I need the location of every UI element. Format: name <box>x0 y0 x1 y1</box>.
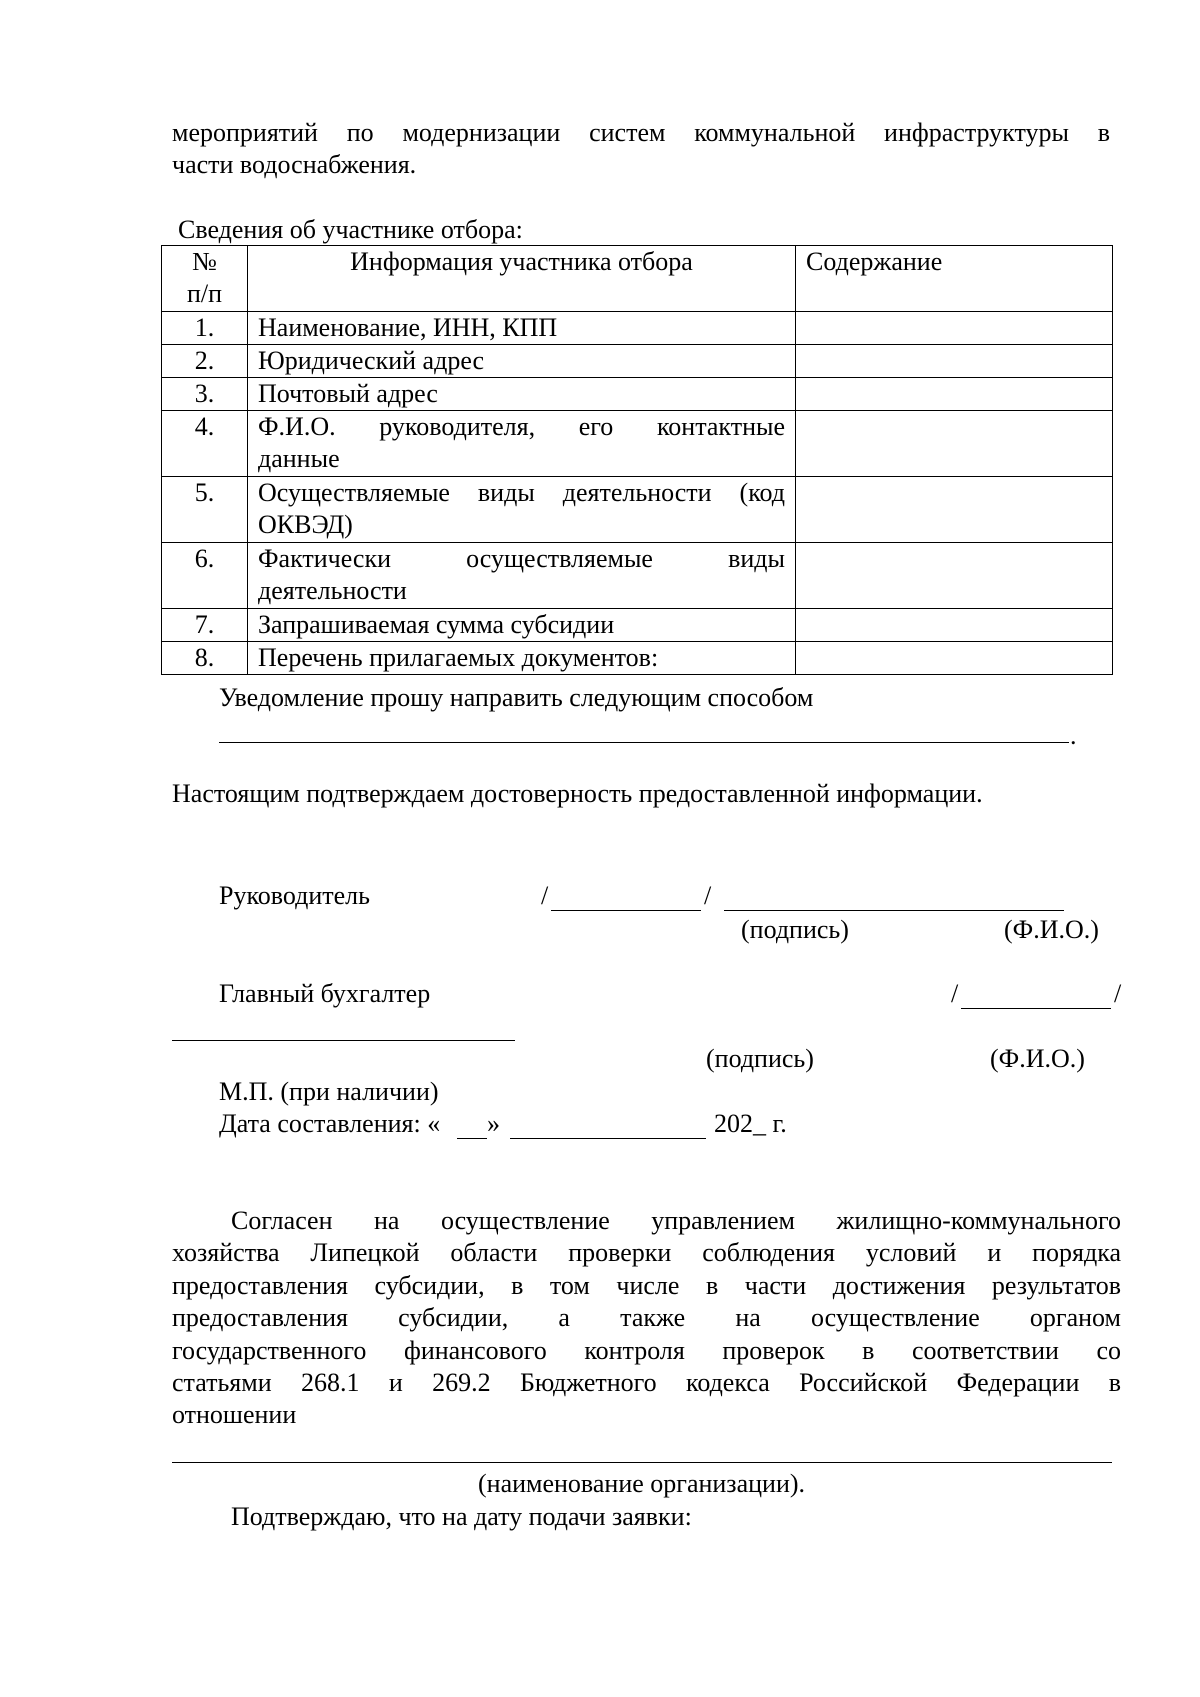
accountant-fio-caption: (Ф.И.О.) <box>990 1044 1085 1073</box>
accountant-slash-open: / <box>951 979 959 1008</box>
consent-line: предоставления субсидии, а также на осуществление органом <box>172 1303 1121 1333</box>
accountant-label: Главный бухгалтер <box>219 979 431 1008</box>
consent-line: Согласен на осуществление управлением жилищно-коммунального <box>231 1206 1121 1235</box>
consent-line: предоставления субсидии, в том числе в части достижения результатов <box>172 1270 1121 1300</box>
row-num: 5. <box>162 477 248 543</box>
date-day-line <box>457 1138 487 1139</box>
head-slash-open: / <box>541 881 549 910</box>
intro-line-1: мероприятий по модернизации систем коммунальной инфраструктуры в <box>172 118 1110 147</box>
date-month-line <box>510 1138 706 1139</box>
row-num: 7. <box>162 609 248 642</box>
notify-end-dot: . <box>1070 721 1077 750</box>
header-content: Содержание <box>796 246 1113 312</box>
stamp-text: М.П. (при наличии) <box>219 1077 439 1106</box>
head-slash-close: / <box>704 881 712 910</box>
row-num: 4. <box>162 411 248 477</box>
row-desc-line-2: ОКВЭД) <box>258 510 353 539</box>
date-quote-close: » <box>487 1109 500 1138</box>
row-desc: Юридический адрес <box>248 345 796 378</box>
row-desc <box>248 411 796 477</box>
row-desc: Почтовый адрес <box>248 378 796 411</box>
table-row <box>162 642 1113 675</box>
head-fio-caption: (Ф.И.О.) <box>1004 915 1099 944</box>
row-content-cell <box>796 345 1113 378</box>
row-content-cell <box>796 642 1113 675</box>
row-desc-line-1: Ф.И.О. руководителя, его контактные <box>258 412 785 441</box>
accountant-signature-line <box>961 1008 1111 1009</box>
row-num: 6. <box>162 543 248 609</box>
row-desc: Запрашиваемая сумма субсидии <box>248 609 796 642</box>
row-desc-line-2: данные <box>258 444 340 473</box>
head-fio-line <box>724 910 1064 911</box>
table-header-row <box>162 246 1113 312</box>
table-row <box>162 345 1113 378</box>
confirm-text: Настоящим подтверждаем достоверность предоставленной информации. <box>172 779 983 808</box>
row-num: 2. <box>162 345 248 378</box>
submission-text: Подтверждаю, что на дату подачи заявки: <box>231 1502 692 1531</box>
row-content-cell <box>796 477 1113 543</box>
consent-line: государственного финансового контроля проверок в соответствии со <box>172 1335 1121 1365</box>
row-content-cell <box>796 378 1113 411</box>
row-content-cell <box>796 312 1113 345</box>
notify-text: Уведомление прошу направить следующим способом <box>219 683 814 712</box>
intro-paragraph <box>172 117 1110 182</box>
row-desc <box>248 477 796 543</box>
accountant-fio-line <box>172 1040 515 1041</box>
row-content-cell <box>796 411 1113 477</box>
participant-table <box>161 245 1113 675</box>
consent-last-line: отношении <box>172 1400 297 1430</box>
table-row <box>162 411 1113 477</box>
table-row <box>162 312 1113 345</box>
participant-caption: Сведения об участнике отбора: <box>178 215 523 244</box>
table-row <box>162 609 1113 642</box>
row-desc-line-1: Осуществляемые виды деятельности (код <box>258 478 785 507</box>
row-desc: Перечень прилагаемых документов: <box>248 642 796 675</box>
header-num <box>162 246 248 312</box>
row-desc <box>248 543 796 609</box>
organization-caption: (наименование организации). <box>478 1469 806 1498</box>
consent-paragraph <box>172 1205 1121 1432</box>
date-year: 202_ г. <box>714 1109 787 1138</box>
table-row <box>162 543 1113 609</box>
date-label: Дата составления: « <box>219 1109 441 1138</box>
header-num-line-2: п/п <box>186 279 223 308</box>
header-num-line-1: № <box>192 247 217 276</box>
head-signature-line <box>551 910 701 911</box>
header-info: Информация участника отбора <box>248 246 796 312</box>
table-row <box>162 378 1113 411</box>
row-num: 3. <box>162 378 248 411</box>
row-content-cell <box>796 543 1113 609</box>
organization-name-line <box>172 1462 1112 1463</box>
intro-line-2: части водоснабжения. <box>172 150 417 180</box>
consent-line: хозяйства Липецкой области проверки соблюдения условий и порядка <box>172 1238 1121 1268</box>
row-num: 8. <box>162 642 248 675</box>
consent-line: статьями 268.1 и 269.2 Бюджетного кодекса Российской Федерации в <box>172 1367 1121 1397</box>
row-desc: Наименование, ИНН, КПП <box>248 312 796 345</box>
head-signature-caption: (подпись) <box>741 915 849 944</box>
row-desc-line-2: деятельности <box>258 576 407 605</box>
head-label: Руководитель <box>219 881 370 910</box>
notify-blank-line <box>219 742 1069 743</box>
row-desc-line-1: Фактически осуществляемые виды <box>258 544 785 573</box>
row-num: 1. <box>162 312 248 345</box>
table-row <box>162 477 1113 543</box>
accountant-signature-caption: (подпись) <box>706 1044 814 1073</box>
row-content-cell <box>796 609 1113 642</box>
accountant-slash-close: / <box>1114 979 1122 1008</box>
